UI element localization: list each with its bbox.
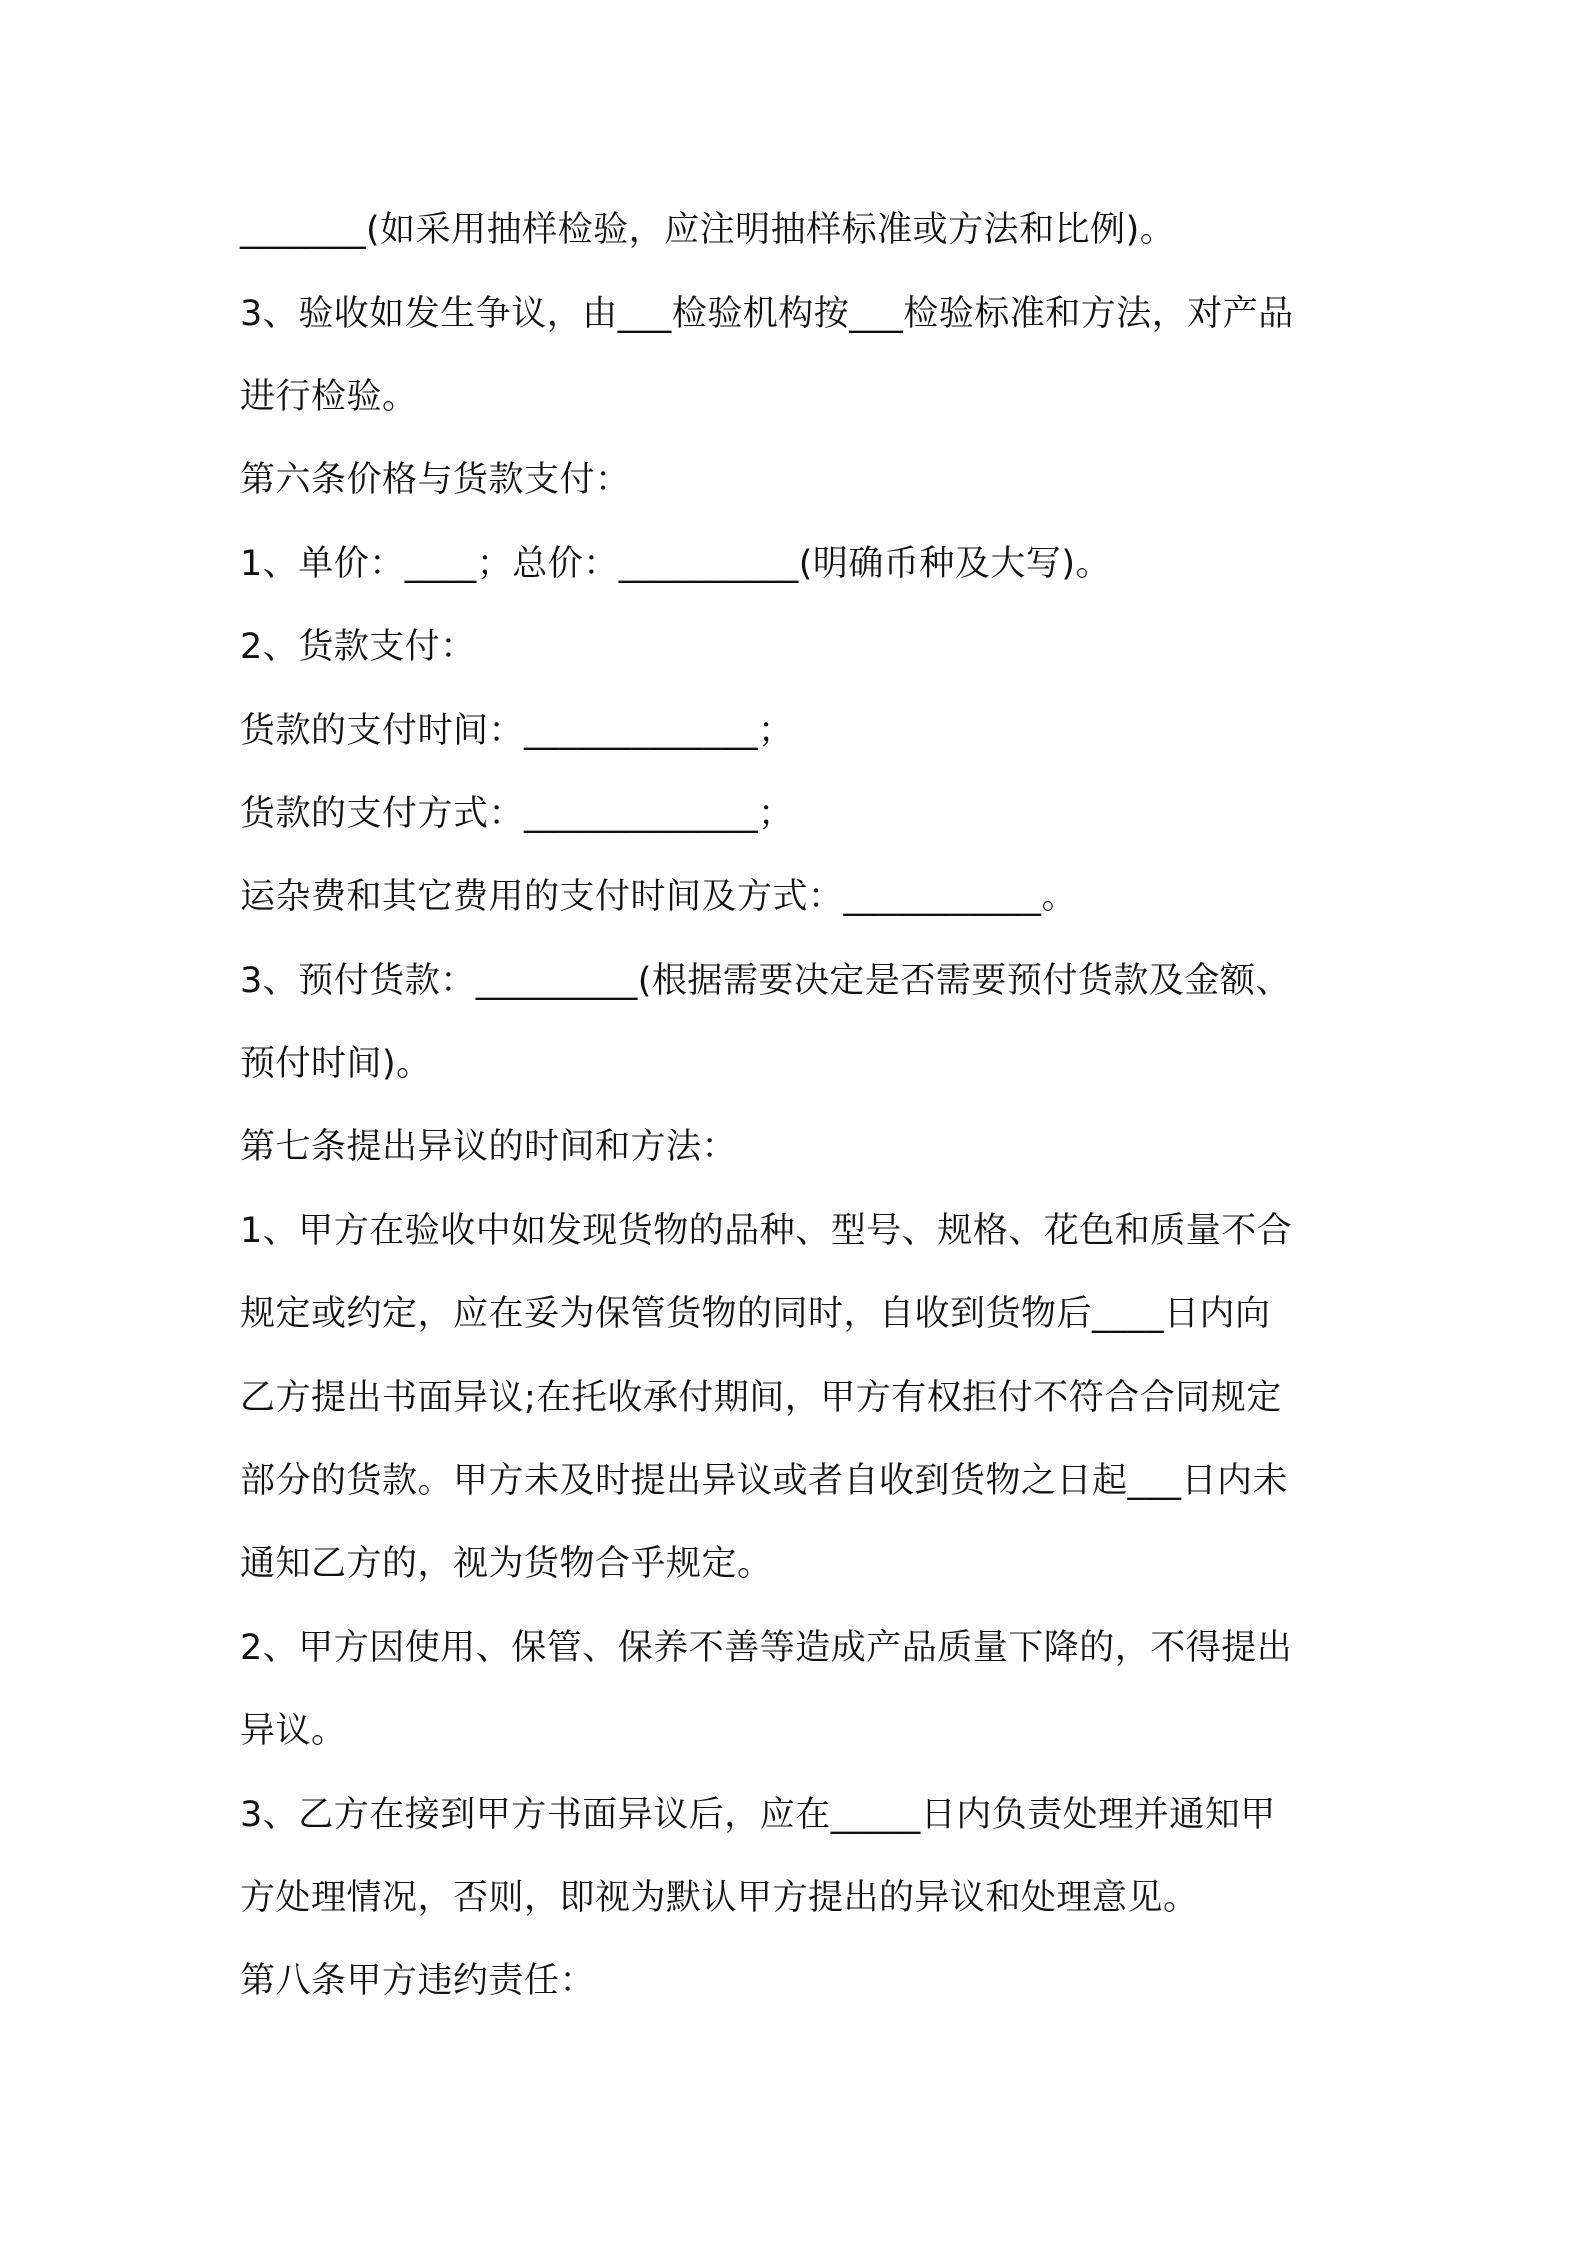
- section-heading: 第七条提出异议的时间和方法：: [240, 1127, 738, 1167]
- text-line: 3、预付货款：_________(根据需要决定是否需要预付货款及金额、: [240, 961, 1291, 1001]
- text-line: 规定或约定，应在妥为保管货物的同时，自收到货物后____日内向: [240, 1294, 1271, 1334]
- text-line: 1、甲方在验收中如发现货物的品种、型号、规格、花色和质量不合: [240, 1211, 1293, 1251]
- text-line: 货款的支付时间：_____________；: [240, 711, 794, 751]
- text-line: 3、乙方在接到甲方书面异议后，应在_____日内负责处理并通知甲: [240, 1795, 1276, 1835]
- text-line: 运杂费和其它费用的支付时间及方式：___________。: [240, 877, 1078, 917]
- text-line: 1、单价：____；总价：__________(明确币种及大写)。: [240, 544, 1112, 584]
- text-line: 乙方提出书面异议;在托收承付期间，甲方有权拒付不符合合同规定: [240, 1378, 1282, 1418]
- text-line: 进行检验。: [240, 377, 418, 417]
- section-heading: 第六条价格与货款支付：: [240, 460, 631, 500]
- text-line: 预付时间)。: [240, 1044, 432, 1084]
- text-line: 部分的货款。甲方未及时提出异议或者自收到货物之日起___日内未: [240, 1461, 1289, 1501]
- text-line: 2、货款支付：: [240, 627, 476, 667]
- text-line: 货款的支付方式：_____________；: [240, 794, 794, 834]
- text-line: _______(如采用抽样检验，应注明抽样标准或方法和比例)。: [240, 210, 1176, 250]
- text-line: 通知乙方的，视为货物合乎规定。: [240, 1544, 773, 1584]
- text-line: 2、甲方因使用、保管、保养不善等造成产品质量下降的，不得提出: [240, 1628, 1293, 1668]
- text-line: 3、验收如发生争议，由___检验机构按___检验标准和方法，对产品: [240, 294, 1294, 334]
- section-heading: 第八条甲方违约责任：: [240, 1961, 596, 2001]
- text-line: 方处理情况，否则，即视为默认甲方提出的异议和处理意见。: [240, 1878, 1199, 1918]
- text-line: 异议。: [240, 1711, 347, 1751]
